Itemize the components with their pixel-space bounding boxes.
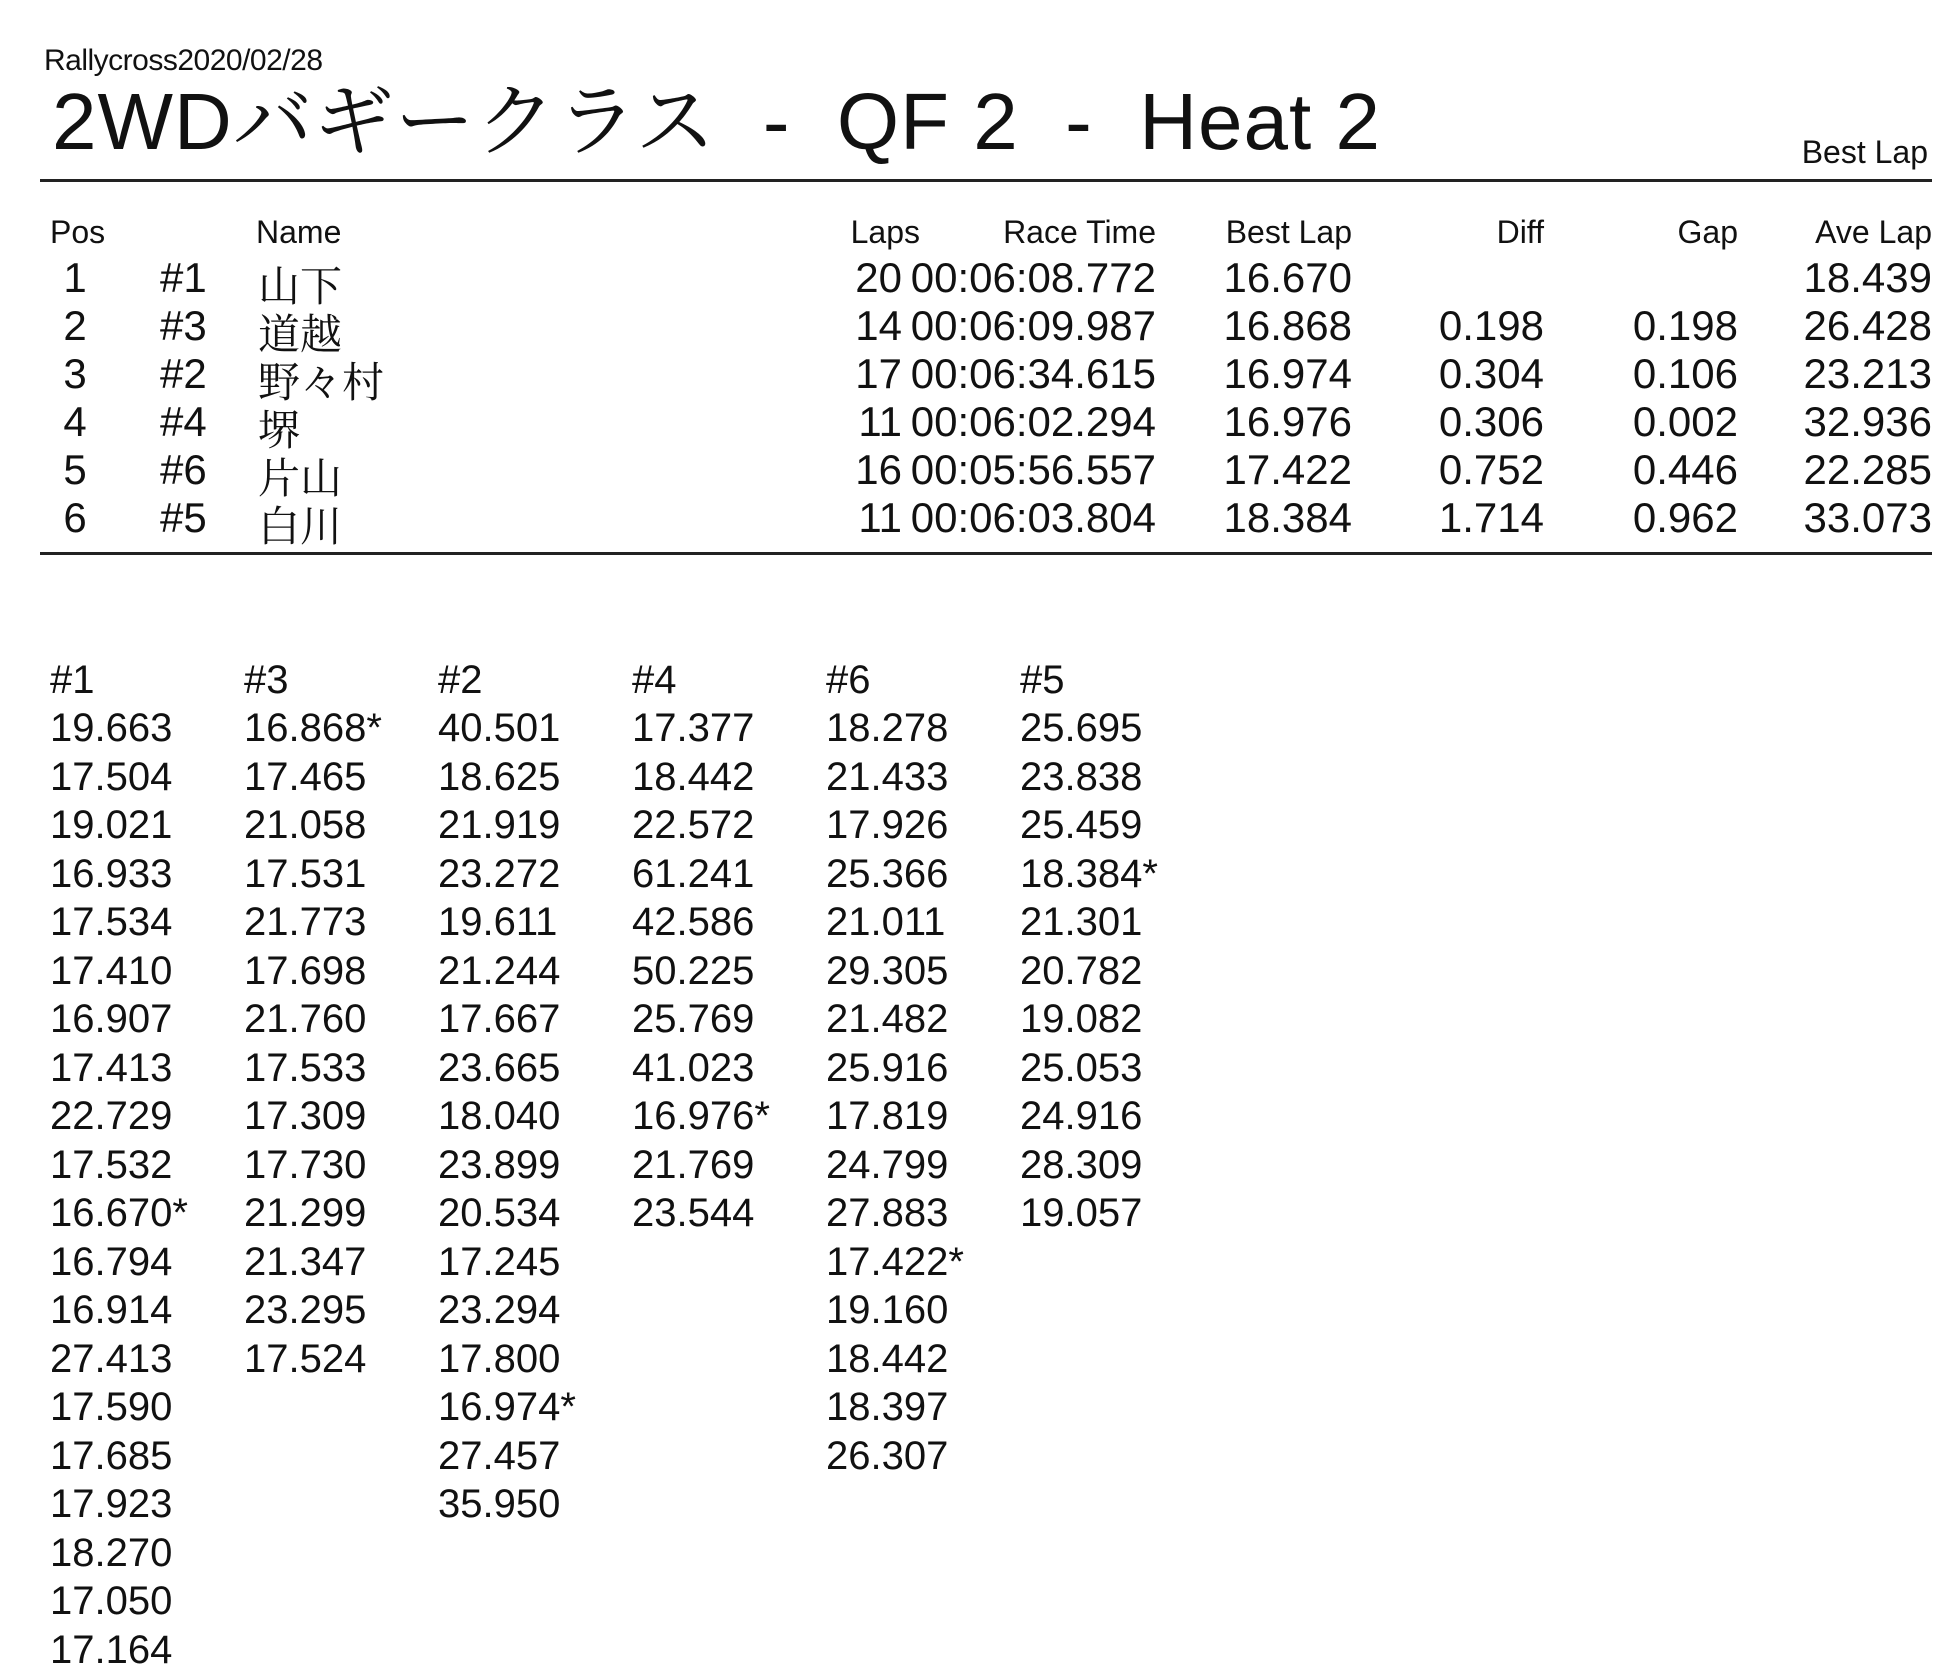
- diff-cell: 0.752: [1438, 446, 1544, 493]
- lap-time: 17.532: [50, 1142, 173, 1187]
- lap-time: 23.838: [1020, 754, 1143, 799]
- race-time-cell: 00:06:08.772: [910, 254, 1156, 301]
- lap-time: 21.011: [826, 900, 946, 944]
- lap-time: 19.021: [50, 803, 173, 847]
- best-lap-cell: 16.670: [1223, 254, 1352, 301]
- best-lap-cell: 17.422: [1223, 446, 1352, 493]
- lap-time: 20.782: [1020, 948, 1143, 993]
- ave-lap-cell: 33.073: [1803, 494, 1932, 541]
- lap-time: 23.294: [438, 1288, 561, 1332]
- lap-time: 16.794: [50, 1239, 173, 1284]
- lap-time: 21.301: [1020, 900, 1143, 944]
- best-lap-cell: 18.384: [1223, 494, 1352, 541]
- col-diff-header: Diff: [1496, 214, 1544, 250]
- col-name-header: Name: [256, 214, 342, 250]
- driver-name-cell: 堺: [258, 407, 301, 454]
- lap-time: 16.974*: [438, 1385, 576, 1429]
- ave-lap-cell: 32.936: [1803, 398, 1932, 445]
- lap-time: 17.410: [50, 948, 173, 993]
- best-lap-cell: 16.974: [1223, 350, 1352, 397]
- lap-time: 18.625: [438, 754, 561, 799]
- lap-time: 19.057: [1020, 1191, 1143, 1235]
- lap-time: 25.916: [826, 1045, 949, 1090]
- lap-time: 21.299: [244, 1191, 367, 1235]
- lap-time: 17.465: [244, 754, 367, 799]
- lap-time: 21.919: [438, 803, 561, 847]
- result-row: [40, 446, 1932, 502]
- race-time-cell: 00:06:03.804: [910, 494, 1156, 541]
- diff-cell: 0.198: [1438, 302, 1544, 349]
- lap-time: 17.685: [50, 1433, 173, 1478]
- lap-time: 24.799: [826, 1142, 949, 1187]
- lap-time: 17.698: [244, 948, 367, 993]
- lap-time: 17.534: [50, 900, 173, 944]
- best-lap-cell: 16.976: [1223, 398, 1352, 445]
- laps-cell: 11: [858, 494, 902, 541]
- car-number-cell: #6: [160, 446, 207, 493]
- race-time-cell: 00:06:09.987: [910, 302, 1156, 349]
- lap-column: [632, 656, 826, 1674]
- results-header: [40, 214, 1932, 254]
- gap-cell: 0.446: [1632, 446, 1738, 493]
- diff-cell: 1.714: [1438, 494, 1544, 541]
- lap-time: 24.916: [1020, 1094, 1143, 1138]
- lap-time: 18.384*: [1020, 851, 1158, 896]
- lap-column-car: #5: [1020, 658, 1065, 702]
- lap-time: 26.307: [826, 1433, 949, 1478]
- lap-time: 17.531: [244, 851, 367, 896]
- lap-time: 17.050: [50, 1579, 173, 1623]
- sort-label: Best Lap: [1801, 134, 1928, 170]
- lap-time: 17.413: [50, 1045, 173, 1090]
- lap-time: 27.413: [50, 1336, 173, 1381]
- lap-time: 18.397: [826, 1385, 949, 1429]
- lap-time: 25.053: [1020, 1045, 1143, 1090]
- pos-cell: 1: [63, 254, 87, 301]
- laps-cell: 16: [855, 446, 902, 493]
- lap-time: 22.572: [632, 803, 755, 847]
- car-number-cell: #2: [160, 350, 207, 397]
- results-table: [40, 214, 1932, 550]
- gap-cell: 0.106: [1632, 350, 1738, 397]
- pos-cell: 4: [63, 398, 87, 445]
- pos-cell: 5: [63, 446, 87, 493]
- lap-time: 17.422*: [826, 1239, 964, 1284]
- diff-cell: 0.304: [1438, 350, 1544, 397]
- laps-cell: 14: [855, 302, 902, 349]
- report-title: 2WDバギークラス - QF 2 - Heat 2: [52, 77, 1381, 166]
- lap-time: 28.309: [1020, 1142, 1143, 1187]
- lap-time: 27.883: [826, 1191, 949, 1235]
- lap-time: 41.023: [632, 1045, 755, 1090]
- lap-column: [244, 656, 438, 1674]
- report-subtitle: Rallycross2020/02/28: [44, 44, 323, 77]
- lap-time: 17.524: [244, 1336, 367, 1381]
- col-laps-header: Laps: [850, 214, 920, 250]
- results-body: [40, 254, 1932, 550]
- lap-time: 42.586: [632, 900, 755, 944]
- lap-time: 40.501: [438, 706, 561, 750]
- gap-cell: 0.962: [1632, 494, 1738, 541]
- col-pos-header: Pos: [50, 214, 106, 250]
- lap-time: 17.667: [438, 997, 561, 1041]
- lap-time: 50.225: [632, 948, 755, 993]
- driver-name-cell: 白川: [258, 503, 343, 550]
- car-number-cell: #1: [160, 254, 207, 301]
- top-divider: [40, 179, 1932, 182]
- lap-column: [1020, 656, 1214, 1674]
- lap-times-grid: [50, 656, 1214, 1674]
- result-row: [40, 398, 1932, 454]
- lap-column-car: #2: [438, 658, 483, 702]
- lap-column: [50, 656, 244, 1674]
- lap-time: 25.769: [632, 997, 755, 1041]
- ave-lap-cell: 18.439: [1803, 254, 1932, 301]
- gap-cell: 0.002: [1632, 398, 1738, 445]
- pos-cell: 3: [63, 350, 87, 397]
- pos-cell: 6: [63, 494, 87, 541]
- lap-time: 25.695: [1020, 706, 1143, 750]
- car-number-cell: #4: [160, 398, 207, 445]
- lap-column-car: #3: [244, 658, 289, 702]
- lap-time: 17.504: [50, 754, 173, 799]
- lap-time: 23.295: [244, 1288, 367, 1332]
- lap-time: 16.907: [50, 997, 173, 1041]
- lap-time: 25.366: [826, 851, 949, 896]
- col-race-time-header: Race Time: [1003, 214, 1156, 250]
- lap-time: 25.459: [1020, 803, 1143, 847]
- lap-time: 16.670*: [50, 1191, 188, 1235]
- lap-time: 29.305: [826, 948, 949, 993]
- lap-time: 21.760: [244, 997, 367, 1041]
- race-time-cell: 00:06:34.615: [910, 350, 1156, 397]
- result-row: [40, 494, 1932, 550]
- lap-time: 18.442: [632, 754, 755, 799]
- laps-cell: 20: [855, 254, 902, 301]
- laps-cell: 17: [855, 350, 902, 397]
- col-best-lap-header: Best Lap: [1225, 214, 1352, 250]
- lap-time: 23.899: [438, 1142, 561, 1187]
- lap-column-car: #1: [50, 658, 95, 702]
- lap-time: 21.347: [244, 1239, 367, 1284]
- driver-name-cell: 片山: [258, 455, 343, 502]
- pos-cell: 2: [63, 302, 87, 349]
- lap-time: 17.245: [438, 1239, 561, 1284]
- driver-name-cell: 野々村: [258, 359, 385, 406]
- driver-name-cell: 山下: [258, 263, 343, 310]
- laps-cell: 11: [858, 398, 902, 445]
- lap-time: 17.590: [50, 1385, 173, 1429]
- lap-time: 20.534: [438, 1191, 561, 1235]
- lap-time: 61.241: [632, 851, 755, 896]
- race-time-cell: 00:05:56.557: [910, 446, 1156, 493]
- col-ave-lap-header: Ave Lap: [1815, 214, 1932, 250]
- lap-time: 18.270: [50, 1530, 173, 1575]
- car-number-cell: #5: [160, 494, 207, 541]
- lap-column-car: #6: [826, 658, 871, 702]
- bottom-divider: [40, 552, 1932, 555]
- lap-time: 21.769: [632, 1142, 755, 1187]
- lap-column-car: #4: [632, 658, 677, 702]
- col-gap-header: Gap: [1677, 214, 1738, 250]
- result-row: [40, 254, 1932, 310]
- lap-time: 16.976*: [632, 1094, 770, 1138]
- lap-time: 35.950: [438, 1482, 561, 1526]
- lap-time: 19.082: [1020, 997, 1143, 1041]
- lap-time: 16.914: [50, 1288, 173, 1332]
- lap-time: 17.819: [826, 1094, 949, 1138]
- lap-time: 22.729: [50, 1094, 173, 1138]
- lap-time: 18.442: [826, 1336, 949, 1381]
- lap-time: 23.665: [438, 1045, 561, 1090]
- lap-time: 18.278: [826, 706, 949, 750]
- lap-time: 17.926: [826, 803, 949, 847]
- lap-time: 19.663: [50, 706, 173, 750]
- lap-time: 27.457: [438, 1433, 561, 1478]
- ave-lap-cell: 23.213: [1803, 350, 1932, 397]
- lap-time: 21.482: [826, 997, 949, 1041]
- diff-cell: 0.306: [1438, 398, 1544, 445]
- lap-time: 18.040: [438, 1094, 561, 1138]
- lap-time: 19.160: [826, 1288, 949, 1332]
- lap-column: [826, 656, 1020, 1674]
- lap-time: 21.773: [244, 900, 367, 944]
- gap-cell: 0.198: [1632, 302, 1738, 349]
- result-row: [40, 302, 1932, 358]
- lap-time: 21.058: [244, 803, 367, 847]
- lap-time: 16.933: [50, 851, 173, 896]
- ave-lap-cell: 26.428: [1803, 302, 1932, 349]
- driver-name-cell: 道越: [258, 311, 343, 358]
- car-number-cell: #3: [160, 302, 207, 349]
- lap-time: 17.164: [50, 1627, 173, 1672]
- lap-time: 17.730: [244, 1142, 367, 1187]
- lap-time: 17.800: [438, 1336, 561, 1381]
- lap-time: 23.272: [438, 851, 561, 896]
- lap-time: 17.923: [50, 1482, 173, 1526]
- lap-time: 17.377: [632, 706, 755, 750]
- lap-time: 19.611: [438, 900, 558, 944]
- lap-time: 17.533: [244, 1045, 367, 1090]
- lap-time: 17.309: [244, 1094, 367, 1138]
- ave-lap-cell: 22.285: [1803, 446, 1932, 493]
- lap-time: 16.868*: [244, 706, 382, 750]
- result-row: [40, 350, 1932, 406]
- best-lap-cell: 16.868: [1223, 302, 1352, 349]
- lap-time: 21.244: [438, 948, 561, 993]
- lap-time: 21.433: [826, 754, 949, 799]
- lap-time: 23.544: [632, 1191, 755, 1235]
- lap-column: [438, 656, 632, 1674]
- race-time-cell: 00:06:02.294: [910, 398, 1156, 445]
